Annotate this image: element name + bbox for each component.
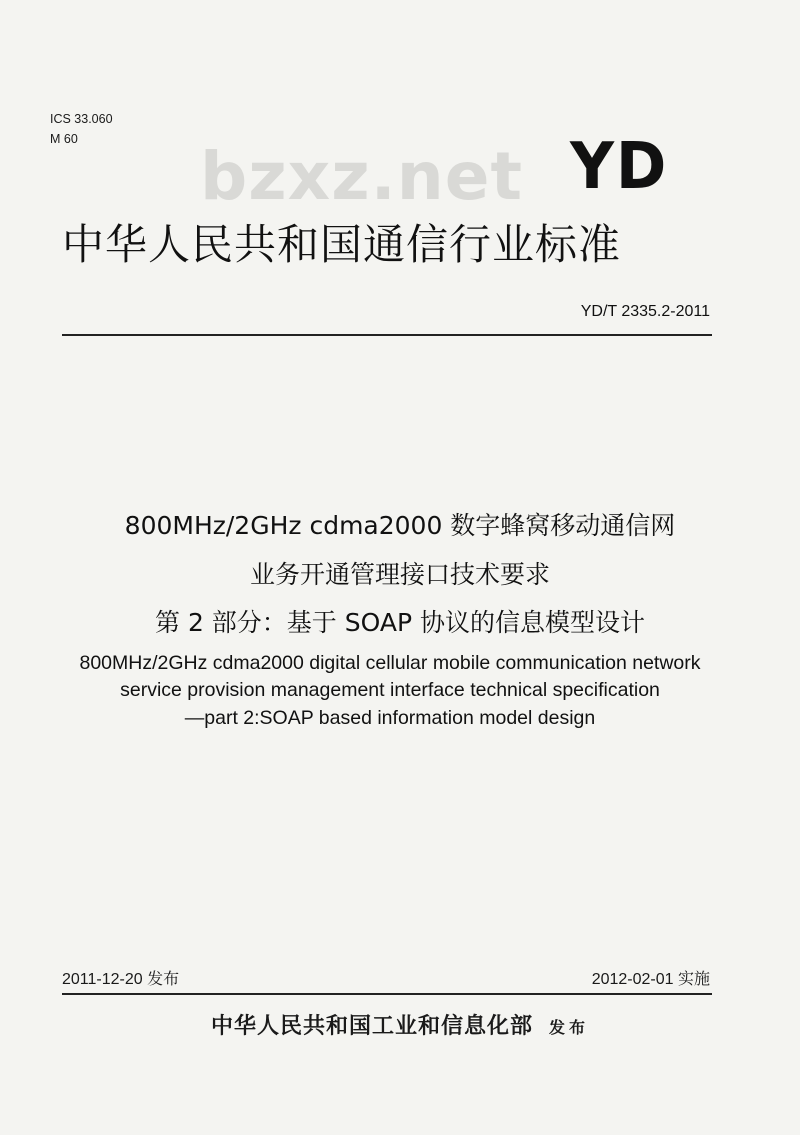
footer-divider <box>62 993 712 995</box>
publisher <box>0 1009 800 1040</box>
chinese-title-line-2: 业务开通管理接口技术要求 <box>249 560 550 589</box>
header-divider <box>62 334 712 336</box>
standard-number: YD/T 2335.2-2011 <box>580 303 710 320</box>
ics-code: ICS 33.060 <box>50 112 113 126</box>
standard-category-title: 中华人民共和国通信行业标准 <box>62 220 622 269</box>
watermark: bzxz.net <box>200 138 524 215</box>
chinese-title-line-1: 800MHz/2GHz cdma2000 数字蜂窝移动通信网 <box>124 511 676 540</box>
yd-logo: YD <box>570 130 669 204</box>
classification-codes <box>50 110 113 150</box>
english-title-line-1: 800MHz/2GHz cdma2000 digital cellular mobile communication network <box>79 652 701 674</box>
ccs-code: M 60 <box>50 132 78 146</box>
english-title-line-2: service provision management interface technical specification <box>120 679 660 701</box>
publisher-name: 中华人民共和国工业和信息化部 <box>210 1013 533 1039</box>
english-title-line-3: —part 2:SOAP based information model design <box>184 707 596 729</box>
publisher-suffix: 发布 <box>549 1018 590 1037</box>
chinese-title-line-3: 第 2 部分：基于 SOAP 协议的信息模型设计 <box>155 608 645 637</box>
issue-date: 2011-12-20 发布 <box>62 971 180 988</box>
implementation-date: 2012-02-01 实施 <box>591 971 710 988</box>
